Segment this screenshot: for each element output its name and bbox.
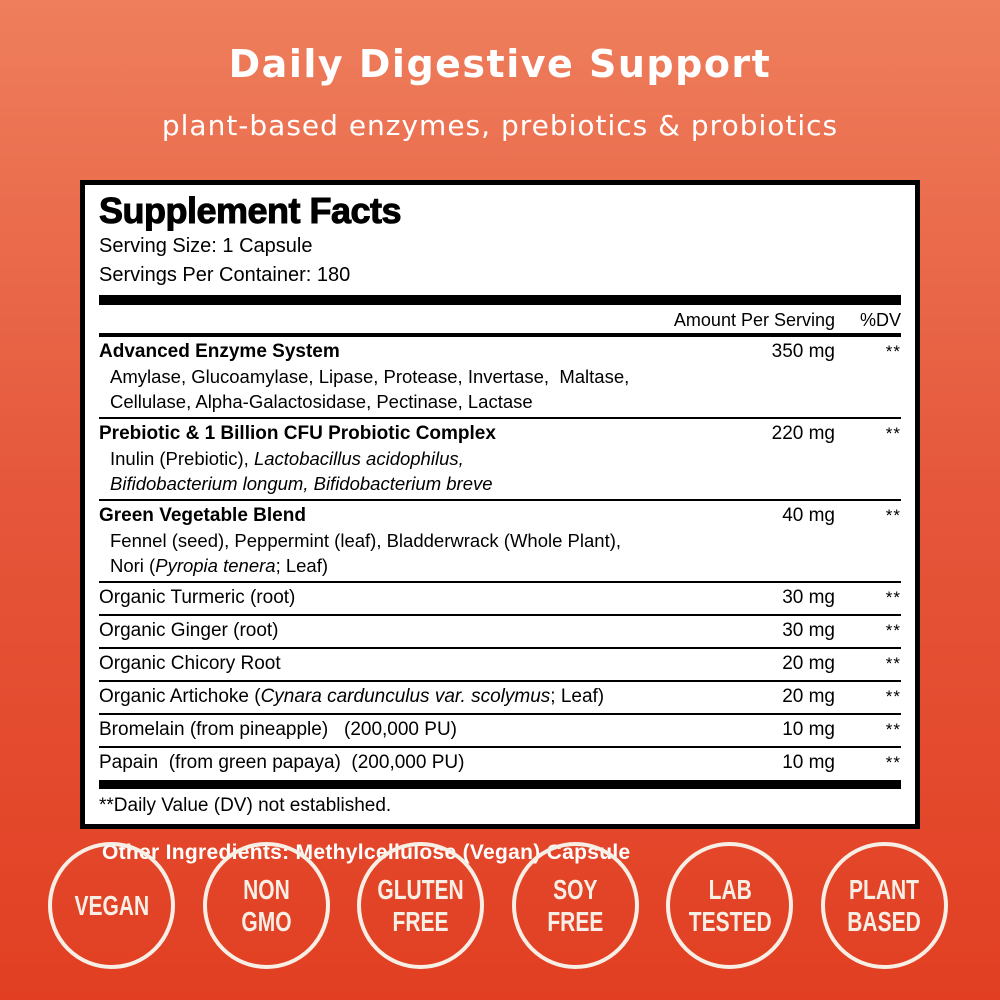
ingredient-amount: 20 mg bbox=[782, 686, 835, 707]
badges-row bbox=[48, 842, 948, 969]
text-segment: Pyropia tenera bbox=[155, 554, 276, 576]
servings-per-container-line bbox=[99, 261, 901, 290]
other-ingredients: Other Ingredients: Methylcellulose (Vegan) Capsule bbox=[102, 841, 631, 864]
ingredient-dv: ** bbox=[885, 506, 901, 525]
ingredient-amount: 220 mg bbox=[771, 423, 835, 444]
ingredient-dv: ** bbox=[885, 342, 901, 361]
column-header-dv: %DV bbox=[859, 310, 901, 330]
text-segment: Organic Turmeric (root) bbox=[99, 587, 296, 608]
serving-size-label: Serving Size: bbox=[99, 235, 217, 257]
page-subtitle: plant-based enzymes, prebiotics & probiotics bbox=[161, 109, 839, 142]
ingredient-amount: 30 mg bbox=[782, 620, 835, 641]
ingredient-sub-line bbox=[99, 529, 901, 554]
text-segment: Amylase, Glucoamylase, Lipase, Protease, Invertase, Maltase, bbox=[110, 366, 630, 387]
daily-value-footnote: **Daily Value (DV) not established. bbox=[99, 795, 392, 816]
table-row bbox=[99, 713, 901, 746]
badge-lab-tested bbox=[666, 842, 793, 969]
ingredient-dv: ** bbox=[885, 720, 901, 739]
ingredient-dv: ** bbox=[885, 588, 901, 607]
divider-thick-bottom bbox=[99, 780, 901, 789]
page-title: Daily Digestive Support bbox=[228, 42, 772, 86]
facts-rows bbox=[99, 333, 901, 779]
table-row bbox=[99, 417, 901, 499]
column-header-amount: Amount Per Serving bbox=[673, 310, 835, 330]
table-row bbox=[99, 499, 901, 581]
ingredient-amount: 30 mg bbox=[782, 587, 835, 608]
table-row bbox=[99, 680, 901, 713]
badge-label: SOY FREE bbox=[547, 874, 604, 937]
servings-value: 180 bbox=[316, 264, 351, 286]
supplement-facts-title: Supplement Facts bbox=[99, 190, 402, 231]
badge-vegan bbox=[48, 842, 175, 969]
ingredient-main-line bbox=[99, 749, 901, 776]
badge-label: GLUTEN FREE bbox=[377, 874, 464, 937]
table-row bbox=[99, 746, 901, 779]
table-row bbox=[99, 614, 901, 647]
ingredient-name bbox=[99, 338, 725, 365]
ingredient-sub-line bbox=[99, 365, 901, 390]
ingredient-sub-line bbox=[99, 554, 901, 579]
ingredient-dv: ** bbox=[885, 654, 901, 673]
text-segment: Advanced Enzyme System bbox=[99, 341, 340, 362]
text-segment: Cynara cardunculus var. scolymus bbox=[260, 686, 551, 707]
servings-label: Servings Per Container: bbox=[99, 264, 312, 286]
ingredient-dv: ** bbox=[885, 687, 901, 706]
badge-soy-free bbox=[512, 842, 639, 969]
ingredient-sub-line bbox=[99, 472, 901, 497]
ingredient-dv: ** bbox=[885, 621, 901, 640]
text-segment: Prebiotic & 1 Billion CFU Probiotic Complex bbox=[99, 423, 496, 444]
table-row bbox=[99, 333, 901, 417]
text-segment: Organic Artichoke ( bbox=[99, 686, 261, 707]
ingredient-main-line bbox=[99, 502, 901, 529]
badge-gluten-free bbox=[357, 842, 484, 969]
text-segment: Inulin (Prebiotic), bbox=[110, 448, 254, 469]
divider-thick-top bbox=[99, 295, 901, 305]
supplement-facts-panel bbox=[80, 180, 920, 829]
text-segment: Bifidobacterium longum, Bifidobacterium breve bbox=[110, 472, 493, 494]
ingredient-name bbox=[99, 716, 725, 743]
ingredient-main-line bbox=[99, 683, 901, 710]
ingredient-name bbox=[99, 749, 725, 776]
ingredient-amount: 350 mg bbox=[771, 341, 835, 362]
serving-size-value: 1 Capsule bbox=[222, 235, 313, 257]
ingredient-amount: 20 mg bbox=[782, 653, 835, 674]
ingredient-amount: 40 mg bbox=[782, 505, 835, 526]
text-segment: Fennel (seed), Peppermint (leaf), Bladderwrack (Whole Plant), bbox=[110, 530, 622, 551]
text-segment: Organic Chicory Root bbox=[99, 653, 281, 674]
ingredient-main-line bbox=[99, 650, 901, 677]
badge-non-gmo bbox=[203, 842, 330, 969]
ingredient-amount: 10 mg bbox=[782, 752, 835, 773]
table-column-headers bbox=[99, 305, 901, 333]
text-segment: Nori ( bbox=[110, 554, 156, 576]
ingredient-dv: ** bbox=[885, 753, 901, 772]
badge-label: PLANT BASED bbox=[847, 874, 922, 937]
ingredient-name bbox=[99, 584, 725, 611]
ingredient-name bbox=[99, 502, 725, 529]
text-segment: Green Vegetable Blend bbox=[99, 505, 306, 526]
text-segment: Cellulase, Alpha-Galactosidase, Pectinase, Lactase bbox=[110, 390, 533, 412]
ingredient-sub-line bbox=[99, 390, 901, 415]
ingredient-main-line bbox=[99, 716, 901, 743]
badge-label: LAB TESTED bbox=[688, 874, 772, 937]
ingredient-amount: 10 mg bbox=[782, 719, 835, 740]
badge-label: VEGAN bbox=[74, 889, 149, 921]
badge-label: NON GMO bbox=[241, 874, 292, 937]
ingredient-name bbox=[99, 617, 725, 644]
table-row bbox=[99, 581, 901, 614]
text-segment: ; Leaf) bbox=[550, 686, 605, 707]
text-segment: Papain (from green papaya) (200,000 PU) bbox=[99, 752, 465, 773]
serving-size-line bbox=[99, 232, 901, 261]
ingredient-main-line bbox=[99, 420, 901, 447]
table-row bbox=[99, 647, 901, 680]
text-segment: Lactobacillus acidophilus, bbox=[253, 448, 464, 469]
ingredient-main-line bbox=[99, 617, 901, 644]
ingredient-main-line bbox=[99, 584, 901, 611]
badge-plant-based bbox=[821, 842, 948, 969]
ingredient-name bbox=[99, 420, 725, 447]
text-segment: Organic Ginger (root) bbox=[99, 620, 279, 641]
text-segment: ; Leaf) bbox=[275, 554, 329, 576]
ingredient-name bbox=[99, 683, 725, 710]
ingredient-sub-line bbox=[99, 447, 901, 472]
ingredient-name bbox=[99, 650, 725, 677]
ingredient-dv: ** bbox=[885, 424, 901, 443]
text-segment: Bromelain (from pineapple) (200,000 PU) bbox=[99, 719, 458, 740]
ingredient-main-line bbox=[99, 338, 901, 365]
